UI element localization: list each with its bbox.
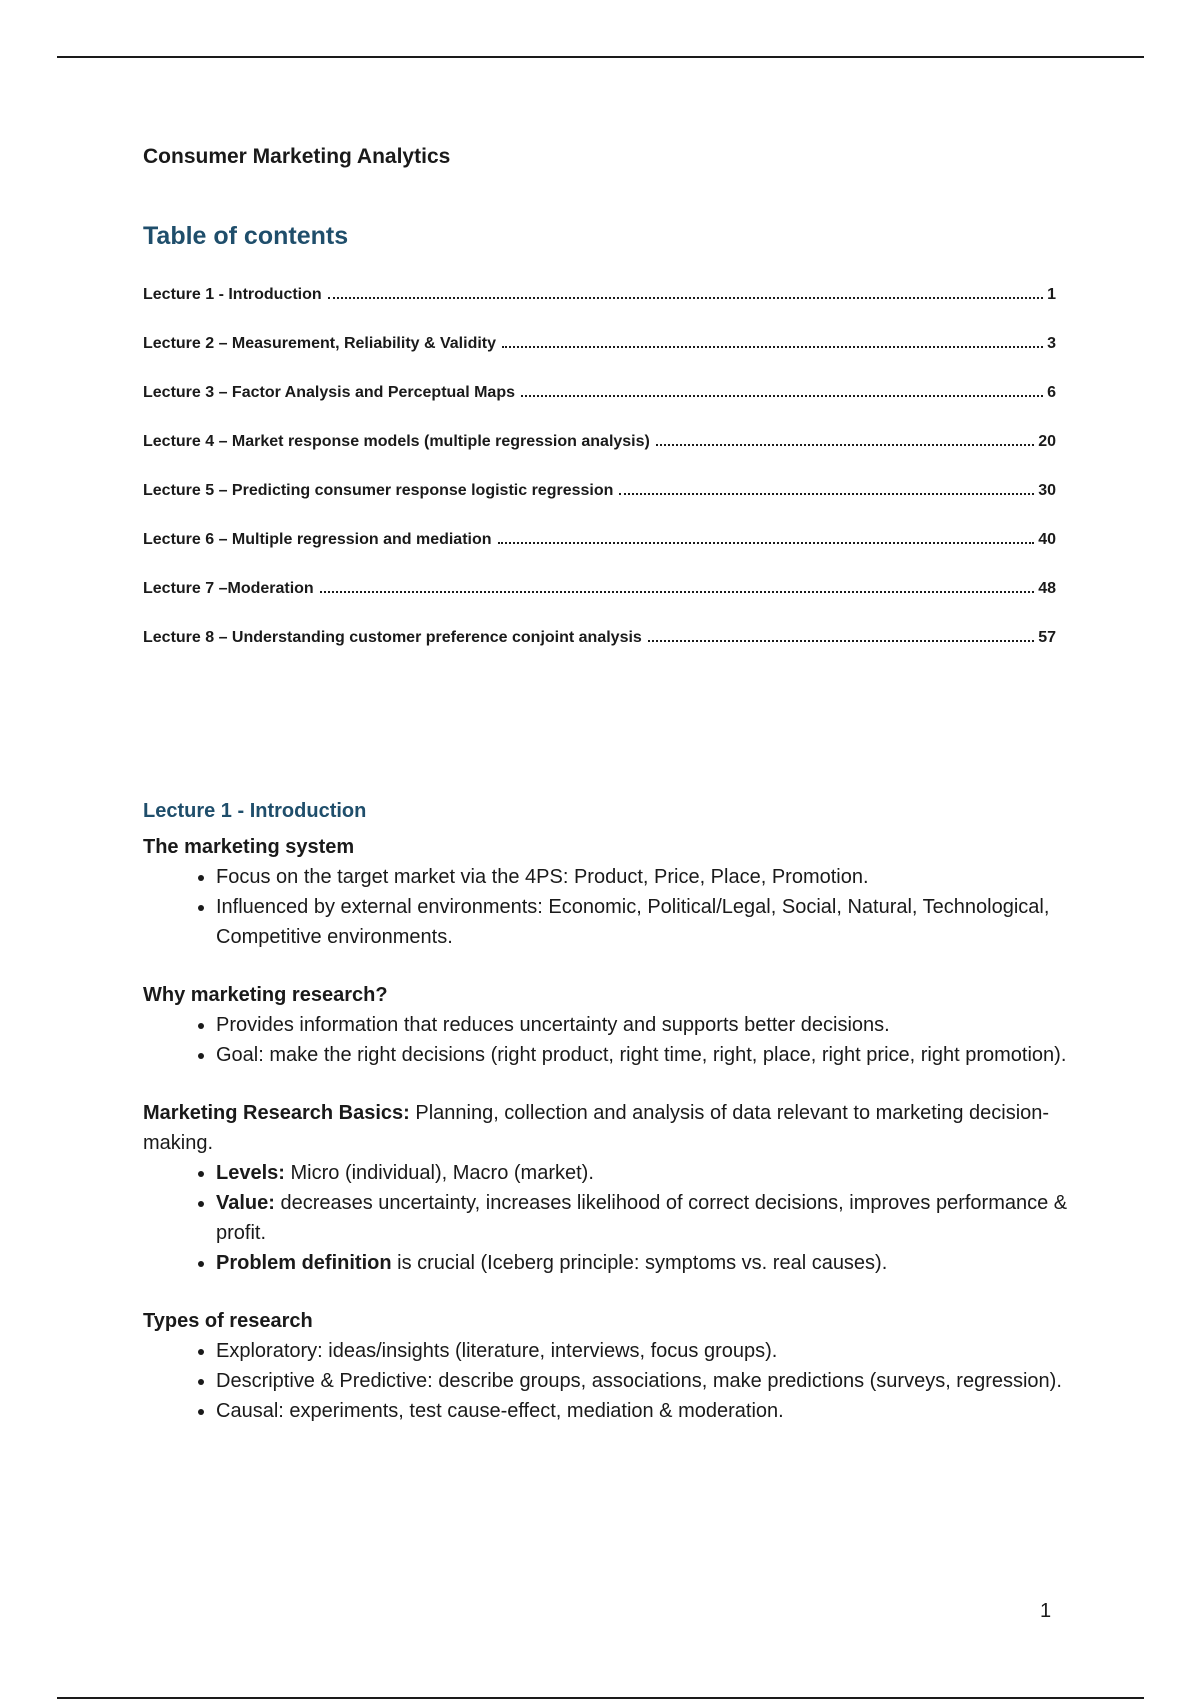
why-research-block <box>143 980 1073 1070</box>
toc-entry-title: Lecture 2 – Measurement, Reliability & Validity <box>143 335 497 352</box>
list-item-text: is crucial (Iceberg principle: symptoms vs. real causes). <box>391 1252 888 1274</box>
bullet-list <box>143 862 1073 952</box>
section-heading: Lecture 1 - Introduction <box>143 800 367 822</box>
bold-label: Value: <box>216 1192 275 1214</box>
toc-entry-lecture-1[interactable] <box>143 286 1056 335</box>
list-item-text: Micro (individual), Macro (market). <box>284 1162 594 1184</box>
sub-heading: The marketing system <box>143 836 355 858</box>
toc-entry-title: Lecture 6 – Multiple regression and mediation <box>143 531 492 548</box>
header-rule <box>57 56 1144 58</box>
bullet-list <box>143 1010 1073 1070</box>
toc-entry-title: Lecture 7 –Moderation <box>143 580 314 597</box>
list-item: • Goal: make the right decisions (right product, right time, right, place, right price, right promotion). <box>216 1040 1073 1070</box>
toc-entry-lecture-3[interactable] <box>143 384 1056 433</box>
list-item: • Provides information that reduces uncertainty and supports better decisions. <box>216 1010 1073 1040</box>
list-item <box>216 1158 1073 1188</box>
list-item-text: decreases uncertainty, increases likelihood of correct decisions, improves performance & profit. <box>216 1192 1068 1244</box>
paragraph-text: Planning, collection and analysis of data relevant to marketing decision-making. <box>143 1102 1050 1154</box>
toc-entry-page: 20 <box>1038 433 1056 450</box>
bold-label: Problem definition <box>216 1252 392 1274</box>
list-item <box>216 1188 1073 1248</box>
page-number: 1 <box>1040 1600 1052 1622</box>
toc-heading: Table of contents <box>143 222 349 250</box>
toc-entry-lecture-8[interactable] <box>143 629 1056 678</box>
lecture-1-section <box>143 796 1073 1454</box>
toc-leader-dots <box>502 346 1043 348</box>
bullet-list <box>143 1158 1073 1278</box>
footer-rule <box>57 1697 1144 1699</box>
toc-entry-lecture-2[interactable] <box>143 335 1056 384</box>
toc-leader-dots <box>648 640 1034 642</box>
sub-heading: Why marketing research? <box>143 984 388 1006</box>
toc-leader-dots <box>619 493 1034 495</box>
research-basics-block <box>143 1098 1073 1278</box>
toc-entry-title: Lecture 3 – Factor Analysis and Perceptual Maps <box>143 384 515 401</box>
toc-leader-dots <box>521 395 1043 397</box>
toc-entry-page: 48 <box>1038 580 1056 597</box>
toc-entry-page: 30 <box>1038 482 1056 499</box>
toc-entry-title: Lecture 4 – Market response models (multiple regression analysis) <box>143 433 650 450</box>
marketing-system-block <box>143 832 1073 952</box>
toc-leader-dots <box>498 542 1035 544</box>
bold-label: Levels: <box>216 1162 285 1184</box>
toc-entry-lecture-7[interactable] <box>143 580 1056 629</box>
toc-entry-page: 6 <box>1047 384 1056 401</box>
list-item: • Focus on the target market via the 4PS: Product, Price, Place, Promotion. <box>216 862 1073 892</box>
toc-leader-dots <box>656 444 1034 446</box>
list-item: • Exploratory: ideas/insights (literature, interviews, focus groups). <box>216 1336 1073 1366</box>
list-item: • Causal: experiments, test cause-effect, mediation & moderation. <box>216 1396 1073 1426</box>
toc-entry-title: Lecture 8 – Understanding customer preference conjoint analysis <box>143 629 642 646</box>
bold-label: Marketing Research Basics: <box>143 1102 410 1124</box>
toc-entry-page: 57 <box>1038 629 1056 646</box>
toc-leader-dots <box>320 591 1035 593</box>
sub-heading: Types of research <box>143 1310 313 1332</box>
bullet-list <box>143 1336 1073 1426</box>
toc-entry-page: 40 <box>1038 531 1056 548</box>
toc-entry-lecture-5[interactable] <box>143 482 1056 531</box>
paragraph <box>143 1098 1073 1158</box>
list-item: • Descriptive & Predictive: describe groups, associations, make predictions (surveys, regression). <box>216 1366 1073 1396</box>
toc-entry-lecture-4[interactable] <box>143 433 1056 482</box>
toc-entry-title: Lecture 1 - Introduction <box>143 286 322 303</box>
document-title: Consumer Marketing Analytics <box>143 145 451 168</box>
table-of-contents <box>143 286 1056 678</box>
toc-leader-dots <box>328 297 1043 299</box>
toc-entry-lecture-6[interactable] <box>143 531 1056 580</box>
list-item: • Influenced by external environments: Economic, Political/Legal, Social, Natural, Technological, Competitive environments. <box>216 892 1073 952</box>
types-of-research-block <box>143 1306 1073 1426</box>
toc-entry-page: 1 <box>1047 286 1056 303</box>
toc-entry-page: 3 <box>1047 335 1056 352</box>
toc-entry-title: Lecture 5 – Predicting consumer response logistic regression <box>143 482 614 499</box>
list-item <box>216 1248 1073 1278</box>
